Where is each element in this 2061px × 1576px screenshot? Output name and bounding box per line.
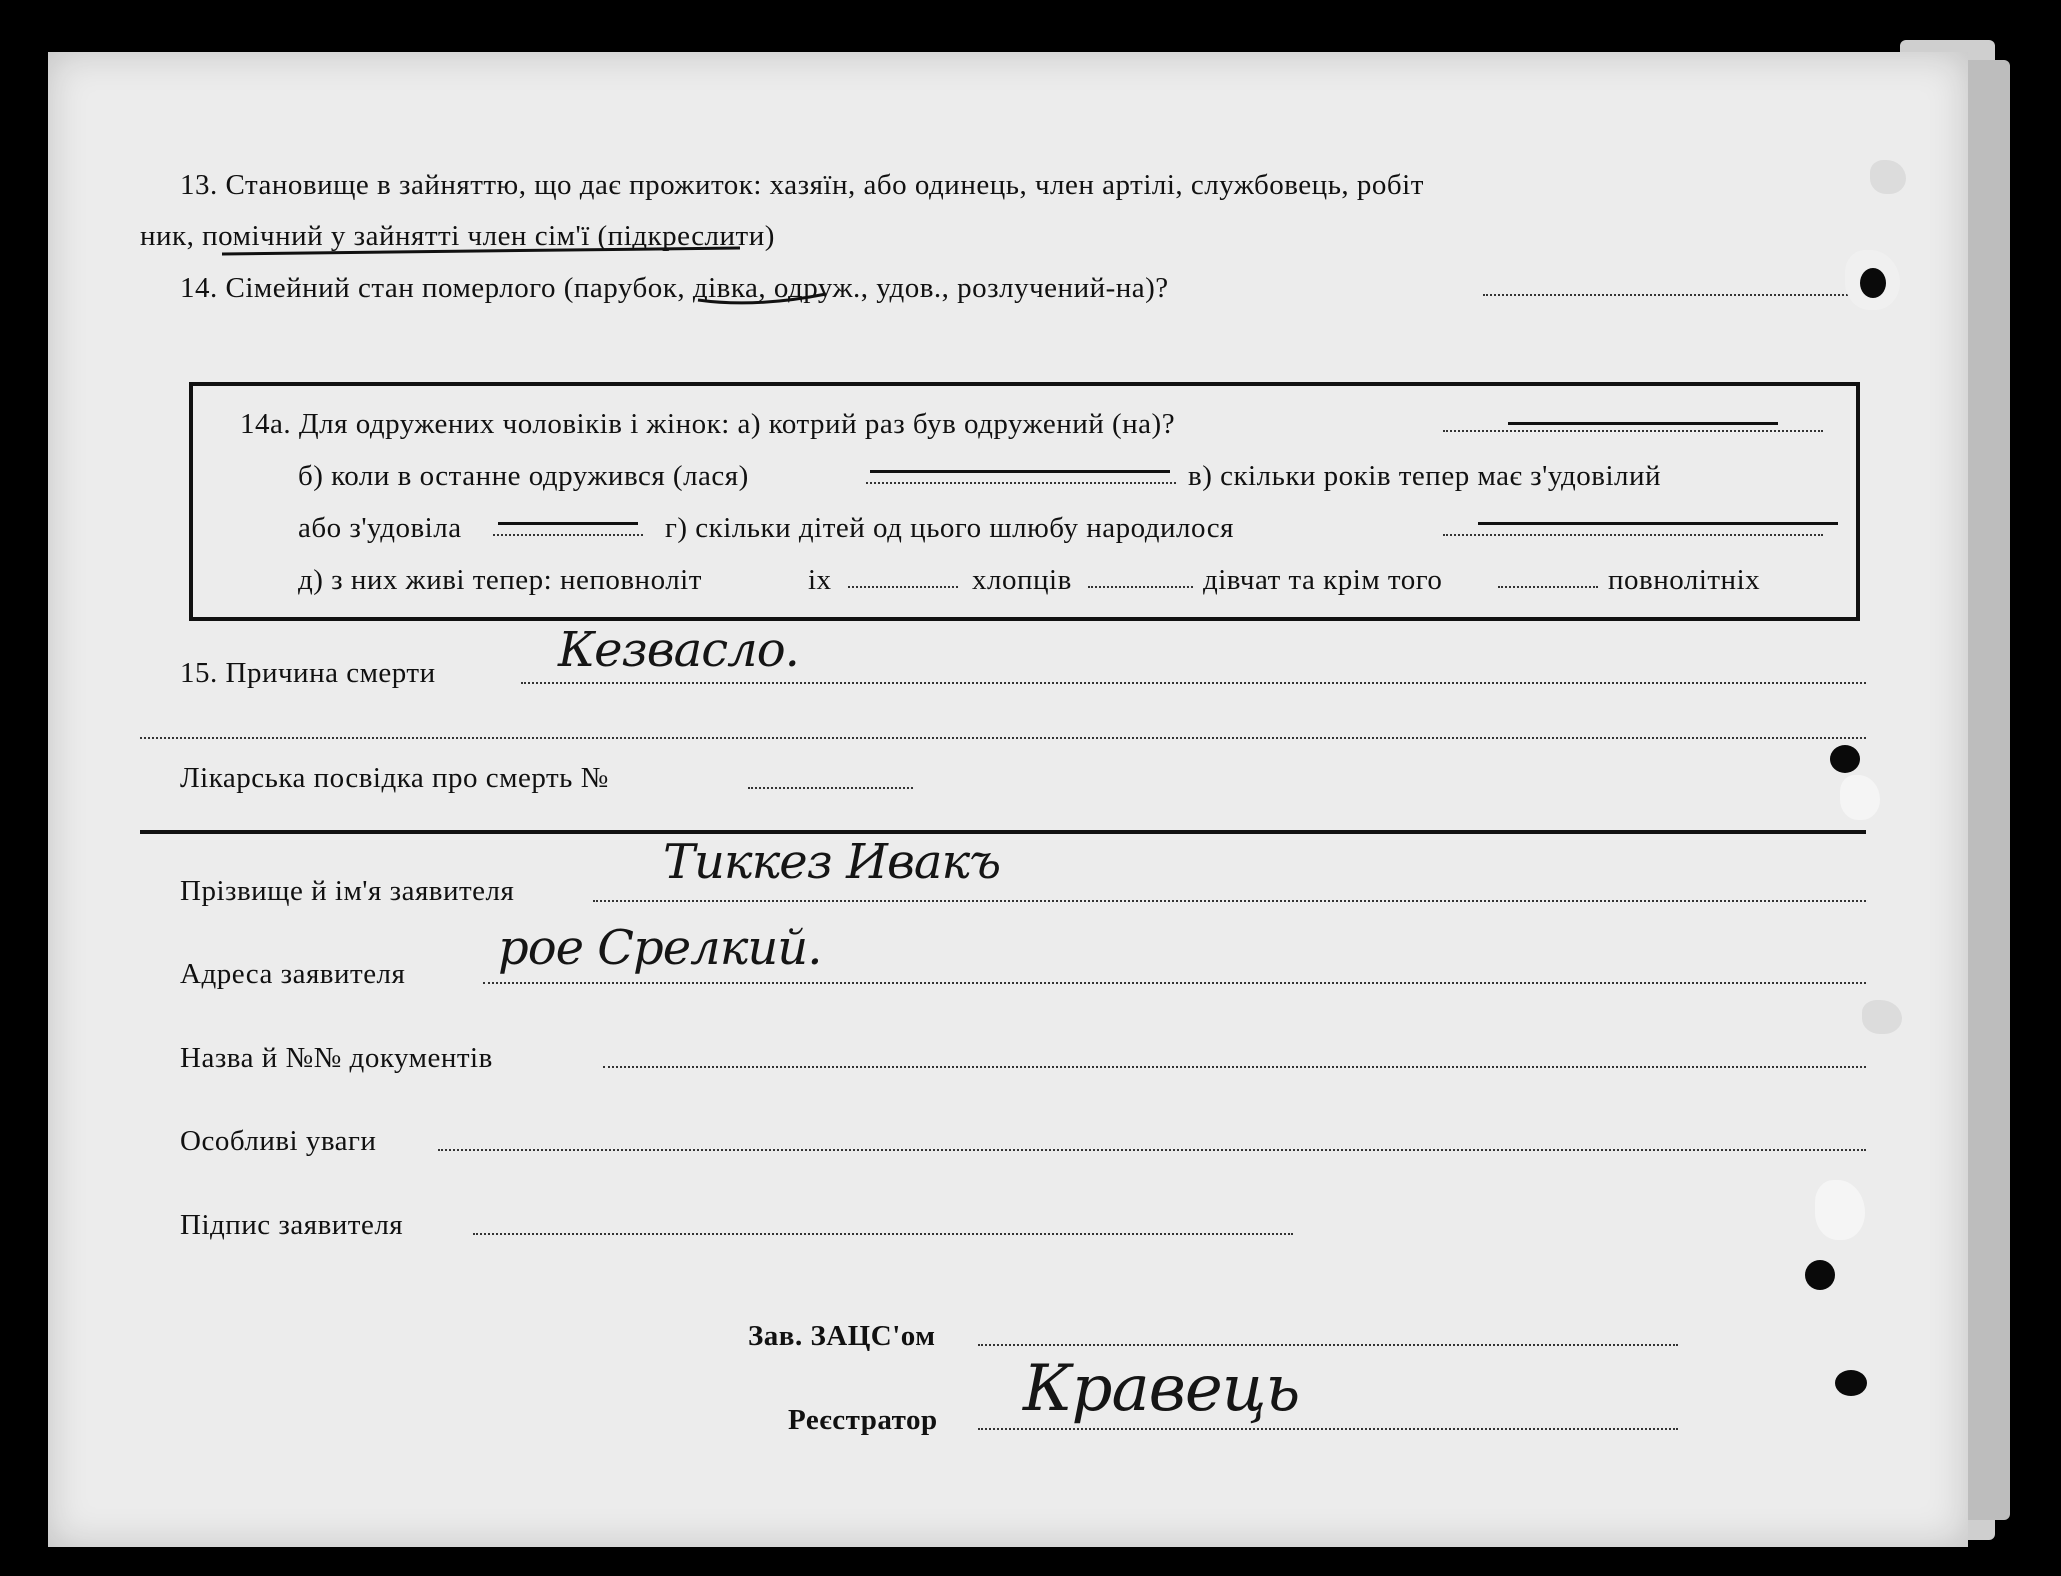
dash-mark: [1508, 422, 1778, 425]
notes-line: [438, 1149, 1866, 1151]
zags-head-label: Зав. ЗАЦС'ом: [748, 1320, 936, 1352]
item-14a-answer-line: [1498, 586, 1598, 588]
documents-label: Назва й №№ документів: [180, 1042, 493, 1074]
applicant-address-line: [483, 982, 1866, 984]
cause-of-death-value: Кезвасло.: [558, 622, 799, 678]
binding-tear: [1870, 160, 1906, 194]
notes-label: Особливі уваги: [180, 1125, 377, 1157]
underline-mark: [220, 232, 740, 272]
applicant-name-value: Тиккез Ивакъ: [663, 834, 1001, 890]
applicant-name-line: [593, 900, 1866, 902]
item-13-line2: ник, помічний у зайнятті член сім'ї (підкреслити): [140, 220, 775, 252]
item-14a-answer-line: [866, 482, 1176, 484]
item-15-label: 15. Причина смерти: [180, 657, 436, 689]
applicant-name-label: Прізвище й ім'я заявителя: [180, 875, 515, 907]
binding-tear: [1840, 775, 1880, 820]
applicant-address-value: рое Срелкий.: [498, 920, 822, 976]
binding-hole: [1835, 1370, 1867, 1396]
registrar-line: [978, 1428, 1678, 1430]
item-14a-line3b: г) скільки дітей од цього шлюбу народилося: [665, 512, 1234, 544]
blank-line: [140, 737, 1866, 739]
item-14a-answer-line: [848, 586, 958, 588]
registrar-label: Реєстратор: [788, 1404, 938, 1436]
binding-hole: [1805, 1260, 1835, 1290]
medical-certificate-label: Лікарська посвідка про смерть №: [180, 762, 609, 794]
zags-head-line: [978, 1344, 1678, 1346]
cause-of-death-line: [521, 682, 1866, 684]
item-14a-line3a: або з'удовіла: [298, 512, 462, 544]
documents-line: [603, 1066, 1866, 1068]
item-14a-answer-line: [493, 534, 643, 536]
document-page: [48, 52, 1968, 1547]
binding-tear: [1862, 1000, 1902, 1034]
underline-mark: [696, 280, 836, 310]
applicant-signature-label: Підпис заявителя: [180, 1209, 404, 1241]
item-14a-line4c: хлопців: [972, 564, 1072, 596]
item-14-answer-line: [1483, 294, 1863, 296]
dash-mark: [1478, 522, 1838, 525]
item-14a-line2b: в) скільки років тепер має з'удовілий: [1188, 460, 1662, 492]
dash-mark: [870, 470, 1170, 473]
medical-certificate-line: [748, 787, 913, 789]
item-14a-line4b: іх: [808, 564, 832, 596]
registrar-signature: Кравець: [1023, 1352, 1300, 1426]
item-14a-line4e: повнолітніх: [1608, 564, 1761, 596]
item-14a-line4a: д) з них живі тепер: неповноліт: [298, 564, 702, 596]
applicant-signature-line: [473, 1233, 1293, 1235]
binding-hole: [1860, 268, 1886, 298]
item-14a-line4d: дівчат та крім того: [1203, 564, 1443, 596]
dash-mark: [498, 522, 638, 525]
section-divider: [140, 830, 1866, 834]
item-13-line1: 13. Становище в зайняттю, що дає прожиток: хазяїн, або одинець, член артілі, службовець, робіт: [180, 169, 1424, 201]
applicant-address-label: Адреса заявителя: [180, 958, 406, 990]
item-14a-line2a: б) коли в останне одружився (лася): [298, 460, 749, 492]
item-14a-answer-line: [1443, 534, 1823, 536]
binding-hole: [1830, 745, 1860, 773]
item-14a-answer-line: [1088, 586, 1193, 588]
item-14-label: 14. Сімейний стан померлого (парубок, дівка, одруж., удов., розлучений-на)?: [180, 272, 1169, 304]
item-14a-answer-line: [1443, 430, 1823, 432]
item-14a-line1: 14а. Для одружених чоловіків і жінок: а) котрий раз був одружений (на)?: [240, 408, 1176, 440]
